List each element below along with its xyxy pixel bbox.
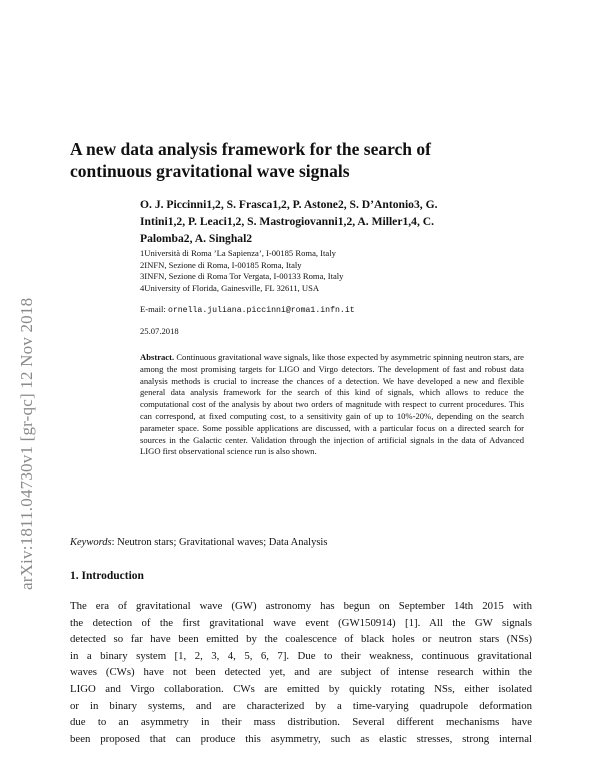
body-line: detected so far have been emitted by the coalescence of black holes or neutron stars (NSs) xyxy=(70,633,532,646)
authors-line-2: Intini1,2, P. Leaci1,2, S. Mastrogiovanni1,2, A. Miller1,4, C. xyxy=(140,215,435,228)
keywords xyxy=(70,537,530,548)
keywords-text: : Neutron stars; Gravitational waves; Data Analysis xyxy=(111,537,328,548)
author-list xyxy=(140,196,510,247)
abstract-text: Continuous gravitational wave signals, like those expected by asymmetric spinning neutron stars, are among the most promising targets for LIGO and Virgo detectors. The development of fast and robust data analysis methods is crucial to increase the chances of a detection. We have developed a new and flexible general data analysis framework for the search of this kind of signals, which allows to reduce the computational cost of the analysis by about two orders of magnitude with respect to current procedures. This can correspond, at fixed computing cost, to a sensitivity gain of up to 10%-20%, depending on the search parameter space. Some possible applications are discussed, with a particular focus on a directed search for sources in the Galactic center. Validation through the injection of artificial signals in the data of Advanced LIGO first observational science run is also shown. xyxy=(140,352,524,457)
authors-line-3: Palomba2, A. Singhal2 xyxy=(140,232,253,245)
email-label: E-mail: xyxy=(140,304,166,314)
paper-title xyxy=(70,138,550,182)
body-line: LIGO and Virgo collaboration. CWs are emitted by quickly rotating NSs, either isolated xyxy=(70,682,532,695)
affiliations xyxy=(140,248,520,294)
body-line: the detection of the first gravitational wave event (GW150914) [1]. All the GW signals xyxy=(70,616,532,629)
paper-date: 25.07.2018 xyxy=(140,326,179,336)
arxiv-identifier: arXiv:1811.04730v1 [gr-qc] 12 Nov 2018 xyxy=(17,297,36,590)
abstract-label: Abstract. xyxy=(140,352,175,362)
affiliation-4: 4University of Florida, Gainesville, FL 32611, USA xyxy=(140,282,320,293)
affiliation-2: 2INFN, Sezione di Roma, I-00185 Roma, Italy xyxy=(140,259,302,270)
section-heading-introduction: 1. Introduction xyxy=(70,570,144,582)
body-line: or in binary systems, and are characterized by a time-varying quadrupole deformation xyxy=(70,699,532,712)
arxiv-sidebar xyxy=(6,190,50,590)
authors-line-1: O. J. Piccinni1,2, S. Frasca1,2, P. Astone2, S. D’Antonio3, G. xyxy=(140,198,438,211)
abstract xyxy=(140,352,524,458)
affiliation-3: 3INFN, Sezione di Roma Tor Vergata, I-00133 Roma, Italy xyxy=(140,271,344,282)
introduction-body xyxy=(70,598,532,747)
affiliation-1: 1Università di Roma ’La Sapienza’, I-00185 Roma, Italy xyxy=(140,248,336,258)
body-line: waves (CWs) have not been detected yet, and are subject of intense research within the xyxy=(70,666,532,679)
title-line-1: A new data analysis framework for the search of xyxy=(70,139,431,159)
body-line: The era of gravitational wave (GW) astronomy has begun on September 14th 2015 with xyxy=(70,600,532,612)
body-line: due to an asymmetry in their mass distribution. Several different mechanisms have xyxy=(70,716,532,729)
title-line-2: continuous gravitational wave signals xyxy=(70,161,350,181)
email-address[interactable]: ornella.juliana.piccinni@roma1.infn.it xyxy=(167,306,355,315)
keywords-label: Keywords xyxy=(70,537,112,548)
body-line: been proposed that can produce this asymmetry, such as elastic stresses, strong internal xyxy=(70,732,532,745)
email-line xyxy=(140,304,520,315)
body-line: in a binary system [1, 2, 3, 4, 5, 6, 7]. Due to their weakness, continuous gravitational xyxy=(70,649,532,662)
